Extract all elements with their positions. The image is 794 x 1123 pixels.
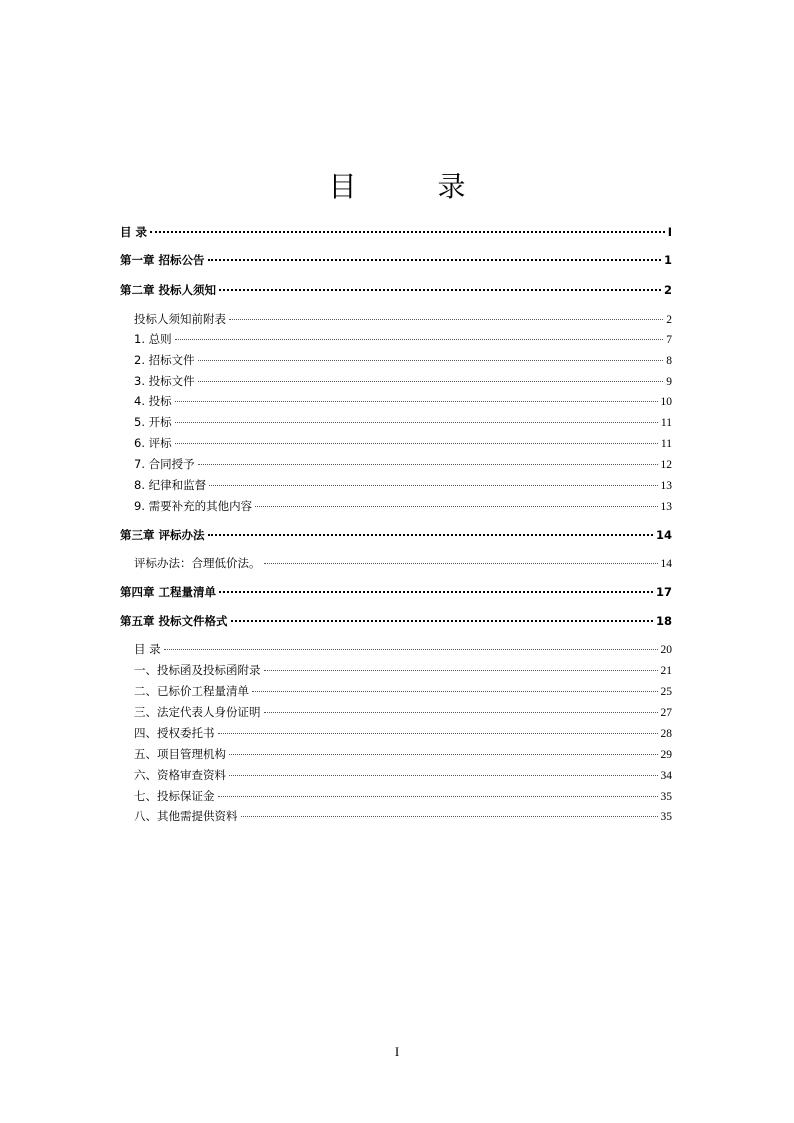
- toc-dot-leader: [218, 796, 658, 797]
- toc-section-entry[interactable]: [134, 662, 672, 678]
- toc-entry-page: 7: [666, 334, 672, 346]
- toc-entry-label: 一、投标函及投标函附录: [134, 663, 261, 677]
- toc-section-entry[interactable]: [134, 746, 672, 762]
- toc-dot-leader: [241, 816, 658, 817]
- toc-entry-label: 二、已标价工程量清单: [134, 684, 249, 698]
- toc-dot-leader: [252, 691, 658, 692]
- toc-chapter-entry[interactable]: [120, 613, 672, 629]
- toc-entry-page: 34: [660, 770, 672, 782]
- toc-entry-page: 1: [663, 253, 672, 267]
- toc-section-entry[interactable]: [134, 683, 672, 699]
- toc-dot-leader: [229, 319, 663, 320]
- toc-entry-label: 评标办法：合理低价法。: [134, 556, 261, 570]
- toc-dot-leader: [231, 620, 653, 622]
- toc-entry-label: 目 录: [134, 642, 161, 656]
- toc-chapter-entry[interactable]: [120, 252, 672, 268]
- toc-dot-leader: [198, 464, 658, 465]
- toc-dot-leader: [198, 360, 664, 361]
- toc-entry-page: 25: [660, 686, 672, 698]
- toc-entry-label: 7. 合同授予: [134, 457, 195, 471]
- toc-dot-leader: [264, 712, 658, 713]
- toc-section-entry[interactable]: [134, 788, 672, 804]
- toc-dot-leader: [209, 485, 657, 486]
- toc-dot-leader: [219, 591, 653, 593]
- toc-entry-page: 10: [660, 396, 672, 408]
- toc-section-entry[interactable]: [134, 456, 672, 472]
- toc-entry-label: 3. 投标文件: [134, 374, 195, 388]
- toc-chapter-entry[interactable]: [120, 282, 672, 298]
- toc-dot-leader: [229, 754, 658, 755]
- toc-dot-leader: [208, 259, 661, 261]
- toc-entry-label: 2. 招标文件: [134, 353, 195, 367]
- toc-entry-page: 13: [660, 501, 672, 513]
- toc-entry-page: 35: [660, 791, 672, 803]
- toc-dot-leader: [175, 443, 658, 444]
- toc-section-entry[interactable]: [134, 555, 672, 571]
- toc-entry-page: 28: [660, 728, 672, 740]
- toc-entry-page: 17: [655, 585, 672, 599]
- toc-entry-label: 八、其他需提供资料: [134, 809, 238, 823]
- page-title: 目 录: [328, 170, 502, 203]
- toc-entry-label: 六、资格审查资料: [134, 768, 226, 782]
- toc-entry-label: 第四章 工程量清单: [120, 585, 217, 599]
- toc-entry-page: 20: [660, 644, 672, 656]
- toc-section-entry[interactable]: [134, 352, 672, 368]
- toc-dot-leader: [229, 775, 658, 776]
- toc-entry-label: 四、授权委托书: [134, 726, 215, 740]
- toc-entry-label: 9. 需要补充的其他内容: [134, 499, 253, 513]
- toc-section-entry[interactable]: [134, 725, 672, 741]
- toc-entry-label: 目 录: [120, 225, 148, 239]
- toc-section-entry[interactable]: [134, 393, 672, 409]
- toc-entry-page: 29: [660, 749, 672, 761]
- toc-section-entry[interactable]: [134, 767, 672, 783]
- toc-entry-label: 5. 开标: [134, 415, 172, 429]
- toc-entry-page: 12: [660, 459, 672, 471]
- toc-section-entry[interactable]: [134, 498, 672, 514]
- toc-entry-label: 第二章 投标人须知: [120, 283, 217, 297]
- toc-section-entry[interactable]: [134, 435, 672, 451]
- toc-entry-page: 2: [666, 314, 672, 326]
- toc-section-entry[interactable]: [134, 704, 672, 720]
- toc-dot-leader: [175, 422, 658, 423]
- toc-entry-page: 2: [663, 283, 672, 297]
- toc-entry-page: 9: [666, 376, 672, 388]
- toc-entry-label: 6. 评标: [134, 436, 172, 450]
- toc-entry-label: 七、投标保证金: [134, 789, 215, 803]
- toc-section-entry[interactable]: [134, 477, 672, 493]
- toc-entry-page: 14: [660, 558, 672, 570]
- toc-chapter-entry[interactable]: [120, 527, 672, 543]
- toc-entry-label: 第三章 评标办法: [120, 528, 205, 542]
- toc-dot-leader: [255, 506, 657, 507]
- toc-entry-page: 21: [660, 665, 672, 677]
- toc-entry-page: 13: [660, 480, 672, 492]
- toc-section-entry[interactable]: [134, 808, 672, 824]
- toc-dot-leader: [198, 381, 664, 382]
- toc-section-entry[interactable]: [134, 331, 672, 347]
- page-number: I: [394, 1044, 400, 1059]
- toc-entry-page: 27: [660, 707, 672, 719]
- toc-entry-label: 第一章 招标公告: [120, 253, 205, 267]
- toc-entry-label: 1. 总则: [134, 332, 172, 346]
- toc-section-entry[interactable]: [134, 373, 672, 389]
- toc-entry-label: 投标人须知前附表: [134, 312, 226, 326]
- toc-entry-page: 14: [655, 528, 672, 542]
- toc-entry-label: 三、法定代表人身份证明: [134, 705, 261, 719]
- toc-dot-leader: [175, 339, 664, 340]
- toc-entry-page: 11: [660, 417, 672, 429]
- toc-entry-page: 18: [655, 614, 672, 628]
- toc-dot-leader: [264, 670, 658, 671]
- toc-entry-page: 11: [660, 438, 672, 450]
- toc-section-entry[interactable]: [134, 311, 672, 327]
- toc-entry-label: 8. 纪律和监督: [134, 478, 207, 492]
- toc-entry-page: 35: [660, 811, 672, 823]
- toc-dot-leader: [150, 231, 665, 233]
- toc-chapter-entry[interactable]: [120, 224, 672, 240]
- toc-entry-label: 第五章 投标文件格式: [120, 614, 228, 628]
- toc-entry-page: I: [667, 225, 672, 239]
- toc-section-entry[interactable]: [134, 641, 672, 657]
- toc-entry-label: 4. 投标: [134, 394, 172, 408]
- toc-dot-leader: [219, 289, 661, 291]
- toc-dot-leader: [164, 649, 658, 650]
- toc-entry-label: 五、项目管理机构: [134, 747, 226, 761]
- toc-dot-leader: [218, 733, 658, 734]
- toc-dot-leader: [175, 401, 658, 402]
- toc-chapter-entry[interactable]: [120, 584, 672, 600]
- toc-dot-leader: [208, 534, 653, 536]
- toc-dot-leader: [264, 563, 658, 564]
- toc-section-entry[interactable]: [134, 414, 672, 430]
- toc-entry-page: 8: [666, 355, 672, 367]
